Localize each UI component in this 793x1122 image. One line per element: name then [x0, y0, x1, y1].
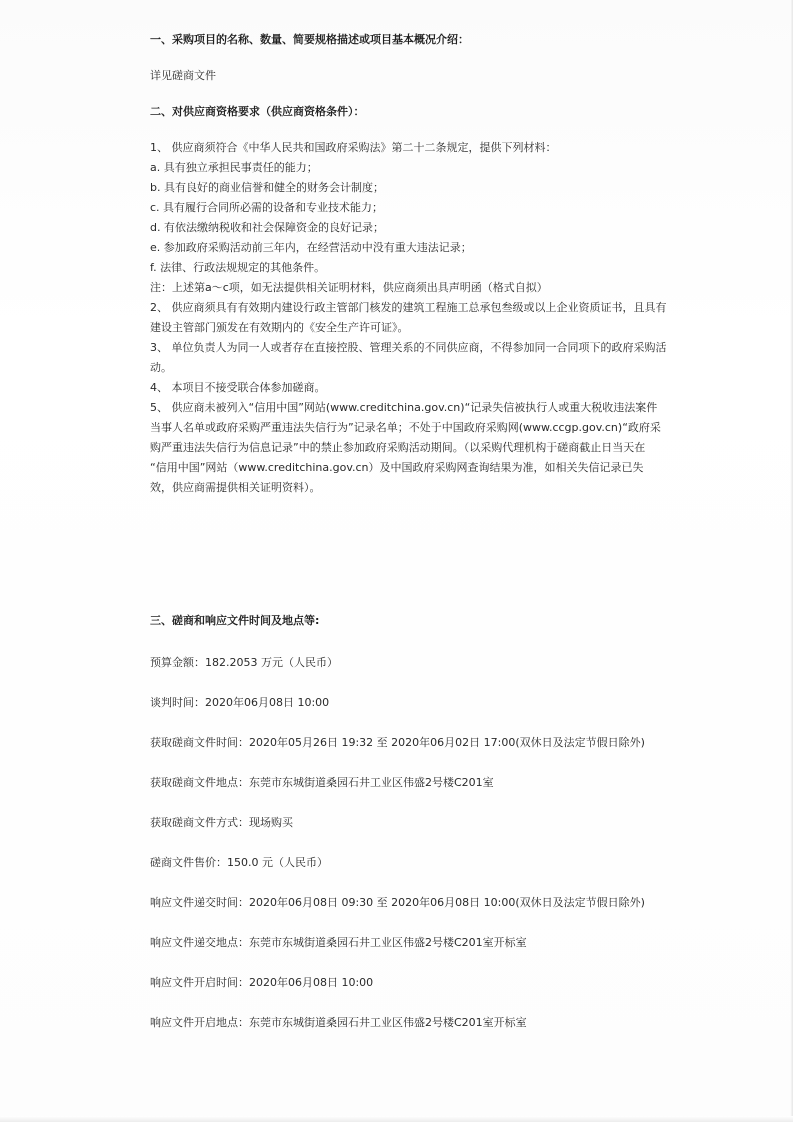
- requirement-line: 建设主管部门颁发在有效期内的《安全生产许可证》。: [150, 321, 409, 334]
- response-submit-time: 响应文件递交时间：2020年06月08日 09:30 至 2020年06月08日 10:00(双休日及法定节假日除外): [150, 896, 645, 909]
- requirement-line: f. 法律、行政法规规定的其他条件。: [150, 261, 326, 274]
- section3-heading: 三、磋商和响应文件时间及地点等:: [150, 614, 320, 627]
- requirement-line: 注：上述第a～c项，如无法提供相关证明材料，供应商须出具声明函（格式自拟）: [150, 281, 548, 294]
- requirement-line: 效，供应商需提供相关证明资料）。: [150, 481, 321, 494]
- document-body: [150, 30, 695, 498]
- section2-heading: 二、对供应商资格要求（供应商资格条件）：: [150, 105, 365, 118]
- requirement-line: 4、 本项目不接受联合体参加磋商。: [150, 381, 326, 394]
- response-open-time: 响应文件开启时间：2020年06月08日 10:00: [150, 976, 374, 989]
- requirement-line: “信用中国”网站（www.creditchina.gov.cn）及中国政府采购网查询结果为准，如相关失信记录已失: [150, 461, 644, 474]
- requirement-line: 3、 单位负责人为同一人或者存在直接控股、管理关系的不同供应商，不得参加同一合同项下的政府采购活: [150, 341, 667, 354]
- requirement-line: b. 具有良好的商业信誉和健全的财务会计制度；: [150, 181, 384, 194]
- document-obtain-time: 获取磋商文件时间：2020年05月26日 19:32 至 2020年06月02日 17:00(双休日及法定节假日除外): [150, 736, 645, 749]
- requirement-line: 购严重违法失信行为信息记录”中的禁止参加政府采购活动期间。（以采购代理机构于磋商截止日当天在: [150, 441, 646, 454]
- budget-amount: 预算金额：182.2053 万元（人民币）: [150, 656, 338, 669]
- negotiation-time: 谈判时间：2020年06月08日 10:00: [150, 696, 330, 709]
- section1-heading: 一、采购项目的名称、数量、简要规格描述或项目基本概况介绍：: [150, 33, 469, 46]
- document-obtain-place: 获取磋商文件地点：东莞市东城街道桑园石井工业区伟盛2号楼C201室: [150, 776, 494, 789]
- response-open-place: 响应文件开启地点：东莞市东城街道桑园石井工业区伟盛2号楼C201室开标室: [150, 1016, 527, 1029]
- document-price: 磋商文件售价：150.0 元（人民币）: [150, 856, 328, 869]
- scan-bottom-shadow: [0, 1116, 793, 1122]
- requirement-line: 5、 供应商未被列入“信用中国”网站(www.creditchina.gov.cn)“记录失信被执行人或重大税收违法案件: [150, 401, 658, 414]
- requirement-line: 当事人名单或政府采购严重违法失信行为”记录名单；不处于中国政府采购网(www.ccgp.gov.cn)“政府采: [150, 421, 661, 434]
- requirement-line: e. 参加政府采购活动前三年内，在经营活动中没有重大违法记录；: [150, 241, 472, 254]
- section1-body: 详见磋商文件: [150, 69, 216, 82]
- requirement-line: 动。: [150, 361, 172, 374]
- requirement-line: a. 具有独立承担民事责任的能力；: [150, 161, 318, 174]
- requirement-line: d. 有依法缴纳税收和社会保障资金的良好记录；: [150, 221, 384, 234]
- requirement-line: 2、 供应商须具有有效期内建设行政主管部门核发的建筑工程施工总承包叁级或以上企业资质证书，且具有: [150, 301, 667, 314]
- requirement-line: c. 具有履行合同所必需的设备和专业技术能力；: [150, 201, 384, 214]
- requirement-line: 1、 供应商须符合《中华人民共和国政府采购法》第二十二条规定，提供下列材料：: [150, 141, 557, 154]
- document-obtain-method: 获取磋商文件方式：现场购买: [150, 816, 293, 829]
- response-submit-place: 响应文件递交地点：东莞市东城街道桑园石井工业区伟盛2号楼C201室开标室: [150, 936, 527, 949]
